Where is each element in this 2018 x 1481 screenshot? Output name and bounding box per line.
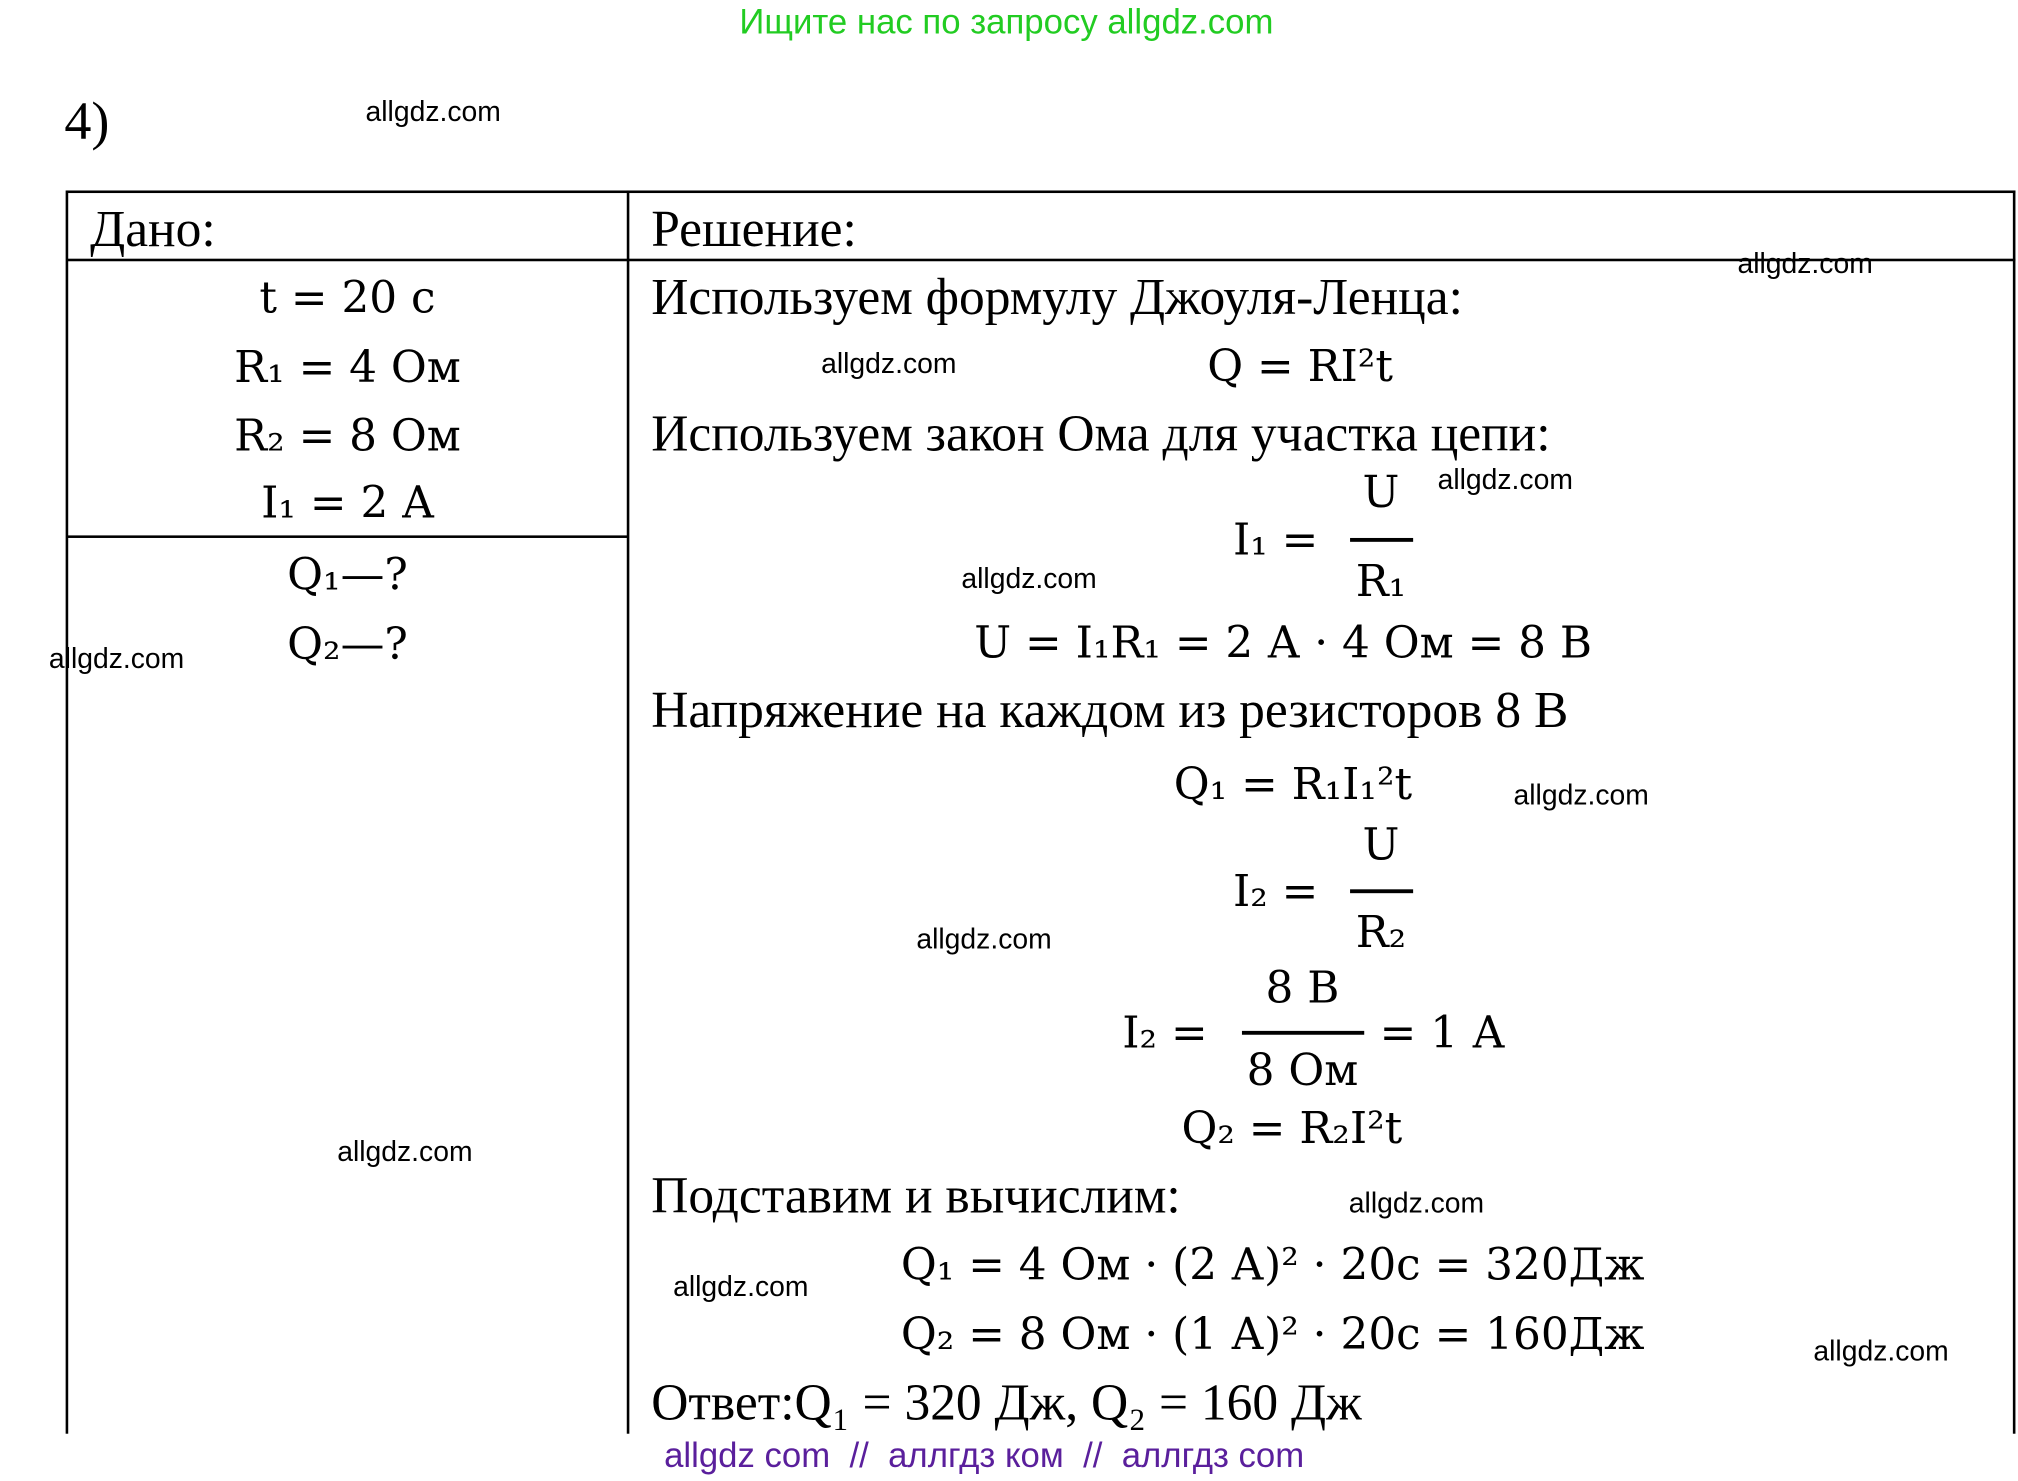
solution-text: Напряжение на каждом из резисторов 8 В bbox=[651, 680, 1569, 739]
fraction-bar bbox=[1242, 1031, 1364, 1035]
table-column-divider bbox=[627, 190, 630, 1433]
q2-calculation: Q₂ = 8 Ом · (1 А)² · 20с = 160Дж bbox=[900, 1308, 1645, 1361]
watermark: allgdz.com bbox=[1513, 778, 1649, 811]
given-header: Дано: bbox=[90, 199, 216, 258]
i2-lhs: I₂ = bbox=[1122, 1007, 1208, 1060]
i2-result: = 1 А bbox=[1379, 1007, 1506, 1060]
solution-text: Используем закон Ома для участка цепи: bbox=[651, 404, 1551, 463]
solution-header: Решение: bbox=[651, 199, 857, 258]
watermark: allgdz.com bbox=[961, 562, 1097, 595]
given-item: R₂ = 8 Ом bbox=[234, 410, 461, 463]
i2-numerator: 8 В bbox=[1265, 962, 1340, 1015]
ohm2-denominator: R₂ bbox=[1355, 907, 1407, 959]
ohm-denominator: R₁ bbox=[1355, 555, 1407, 608]
given-unknown-divider bbox=[67, 535, 628, 538]
given-item: I₁ = 2 A bbox=[261, 477, 434, 529]
table-left-border bbox=[66, 190, 69, 1433]
i2-denominator: 8 Ом bbox=[1246, 1045, 1359, 1097]
voltage-formula: U = I₁R₁ = 2 А · 4 Ом = 8 В bbox=[974, 617, 1593, 670]
ohm2-lhs: I₂ = bbox=[1232, 866, 1319, 918]
formula-joule-lenz: Q = RI²t bbox=[1207, 341, 1393, 393]
watermark: allgdz.com bbox=[1348, 1186, 1485, 1219]
footer-links[interactable]: allgdz com // аллгдз ком // аллгдз com bbox=[664, 1436, 1305, 1475]
watermark: allgdz.com bbox=[673, 1270, 809, 1303]
watermark: allgdz.com bbox=[337, 1135, 473, 1168]
fraction-bar bbox=[1350, 538, 1413, 542]
watermark: allgdz.com bbox=[1813, 1334, 1949, 1367]
solution-text: Подставим и вычислим: bbox=[651, 1166, 1181, 1224]
watermark: allgdz.com bbox=[821, 347, 957, 380]
unknown-item: Q₁—? bbox=[287, 549, 408, 602]
watermark: allgdz.com bbox=[1737, 247, 1873, 280]
fraction-bar bbox=[1350, 889, 1413, 893]
q1-formula: Q₁ = R₁I₁²t bbox=[1173, 759, 1413, 811]
q2-formula: Q₂ = R₂I²t bbox=[1181, 1102, 1403, 1155]
unknown-item: Q₂—? bbox=[287, 619, 408, 671]
watermark: allgdz.com bbox=[365, 95, 501, 128]
ohm-lhs: I₁ = bbox=[1232, 514, 1319, 567]
q1-calculation: Q₁ = 4 Ом · (2 А)² · 20с = 320Дж bbox=[900, 1239, 1645, 1291]
watermark: allgdz.com bbox=[48, 642, 185, 675]
ohm-numerator: U bbox=[1362, 467, 1400, 519]
problem-number: 4) bbox=[64, 92, 110, 152]
watermark: allgdz.com bbox=[916, 922, 1052, 955]
watermark: allgdz.com bbox=[1437, 463, 1573, 496]
table-header-divider bbox=[67, 259, 2016, 262]
given-item: t = 20 с bbox=[259, 272, 436, 325]
table-right-border bbox=[2013, 190, 2016, 1433]
given-item: R₁ = 4 Ом bbox=[234, 342, 461, 394]
ohm2-numerator: U bbox=[1362, 819, 1400, 872]
solution-text: Используем формулу Джоуля-Ленца: bbox=[651, 267, 1463, 326]
answer: Ответ:Q₁ = 320 Дж, Q₂ = 160 Дж bbox=[651, 1373, 1362, 1432]
table-top-border bbox=[67, 190, 2016, 193]
search-banner: Ищите нас по запросу allgdz.com bbox=[739, 2, 1274, 42]
